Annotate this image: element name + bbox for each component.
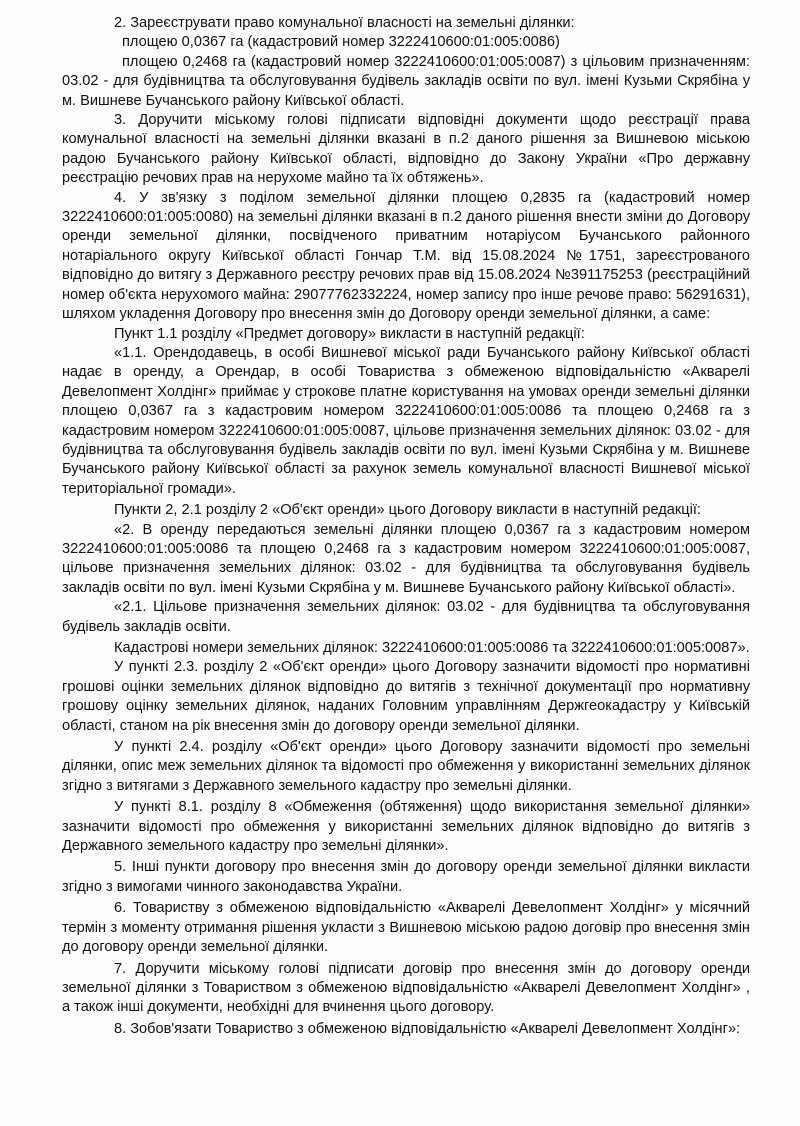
paragraph-cadastral-numbers: Кадастрові номери земельних ділянок: 3222410600:01:005:0086 та 3222410600:01:005:0087». bbox=[114, 640, 750, 656]
document-body bbox=[62, 14, 750, 1039]
paragraph-clause-2-text: «2. В оренду передаються земельні ділянки площею 0,0367 га з кадастровим номером 3222410600:01:005:0086 та площею 0,2468 га з кадастровим номером 3222410600:01:005:0087, цільове призначення земельних ділянок: 03.02 - для будівництва та обслуговування будівель закладів освіти по вул. імені Кузьми Скрябіна у м. Вишневе Бучанського району Київської області». bbox=[62, 521, 750, 596]
paragraph-clause-2-3: У пункті 2.3. розділу 2 «Об'єкт оренди» цього Договору зазначити відомості про нормативні грошові оцінки земельних ділянок відповідно до витягів з технічної документації про нормативну грошову оцінку земельних ділянок, наданих Головним управлінням Держгеокадастру у Київській області, станом на рік внесення змін до договору оренди земельної ділянки. bbox=[62, 659, 750, 734]
paragraph-clause-2-intro: Пункти 2, 2.1 розділу 2 «Об'єкт оренди» цього Договору викласти в наступній редакції: bbox=[114, 502, 701, 519]
paragraph-plot-0086: площею 0,0367 га (кадастровий номер 3222410600:01:005:0086) bbox=[122, 34, 560, 51]
paragraph-clause-1-1-intro: Пункт 1.1 розділу «Предмет договору» викласти в наступній редакції: bbox=[114, 325, 585, 342]
paragraph-item-7: 7. Доручити міському голові підписати договір про внесення змін до договору оренди земельної ділянки з Товариством з обмеженою відповідальністю «Акварелі Девелопмент Холдінг» , а також інші документи, необхідні для вчинення цього договору. bbox=[62, 960, 750, 1016]
paragraph-item-5: 5. Інші пункти договору про внесення змін до договору оренди земельної ділянки викласти згідно з вимогами чинного законодавства України. bbox=[62, 859, 750, 895]
paragraph-item-4: 4. У зв'язку з поділом земельної ділянки площею 0,2835 га (кадастровий номер 3222410600:01:005:0080) на земельні ділянки вказані в п.2 даного рішення внести зміни до Договору оренди земельної ділянки, посвідченого приватним нотаріусом Бучанського районного нотаріального округу Київської області Гончар Т.М. від 15.08.2024 №1751, зареєстрованого відповідно до витягу з Державного реєстру речових прав від 15.08.2024 №391175253 (реєстраційний номер об'єкта нерухомого майна: 29077762332224, номер запису про інше речове право: 56291631), шляхом укладення Договору про внесення змін до Договору оренди земельної ділянки, а саме: bbox=[62, 189, 750, 323]
paragraph-clause-8-1: У пункті 8.1. розділу 8 «Обмеження (обтяження) щодо використання земельної ділянки» зазначити відомості про обмеження у використанні земельних ділянок відповідно до витягів з Державного земельного кадастру про земельні ділянки». bbox=[62, 799, 750, 855]
paragraph-clause-1-1-text: «1.1. Орендодавець, в особі Вишневої міської ради Бучанського району Київської області надає в оренду, а Орендар, в особі Товариства з обмеженою відповідальністю «Акварелі Девелопмент Холдінг» приймає у строкове платне користування на умовах оренди земельні ділянки площею 0,0367 га з кадастровим номером 3222410600:01:005:0086 та площею 0,2468 га з кадастровим номером 3222410600:01:005:0087, цільове призначення земельних ділянок: 03.02 - для будівництва та обслуговування будівель закладів освіти по вул. імені Кузьми Скрябіна у м. Вишневе Бучанського району Київської області за рахунок земель комунальної власності Вишневої міської територіальної громади». bbox=[62, 344, 750, 497]
paragraph-item-6: 6. Товариству з обмеженою відповідальністю «Акварелі Девелопмент Холдінг» у місячний термін з моменту отримання рішення укласти з Вишневою міською радою договір про внесення змін до договору оренди земельної ділянки. bbox=[62, 900, 750, 956]
paragraph-clause-2-4: У пункті 2.4. розділу «Об'єкт оренди» цього Договору зазначити відомості про земельні ділянки, опис меж земельних ділянок та відомості про обмеження у використанні земельних ділянок згідно з витягами з Державного земельного кадастру про земельні ділянки. bbox=[62, 739, 750, 794]
paragraph-item-3: 3. Доручити міському голові підписати відповідні документи щодо реєстрації права комунальної власності на земельні ділянки вказані в п.2 даного рішення за Вишневою міською радою Бучанського району Київської області, відповідно до Закону України «Про державну реєстрацію речових прав на нерухоме майно та їх обтяжень». bbox=[62, 112, 750, 187]
paragraph-item-2: 2. Зареєструвати право комунальної власності на земельні ділянки: bbox=[114, 15, 575, 31]
paragraph-item-8: 8. Зобов'язати Товариство з обмеженою відповідальністю «Акварелі Девелопмент Холдінг»: bbox=[114, 1020, 741, 1037]
paragraph-plot-0087: площею 0,2468 га (кадастровий номер 3222410600:01:005:0087) з цільовим призначенням: 03.02 - для будівництва та обслуговування будівель закладів освіти по вул. імені Кузьми Скрябіна у м. Вишневе Бучанського району Київської області. bbox=[62, 53, 750, 109]
paragraph-clause-2-1-text: «2.1. Цільове призначення земельних ділянок: 03.02 - для будівництва та обслуговування будівель закладів освіти. bbox=[62, 599, 750, 635]
